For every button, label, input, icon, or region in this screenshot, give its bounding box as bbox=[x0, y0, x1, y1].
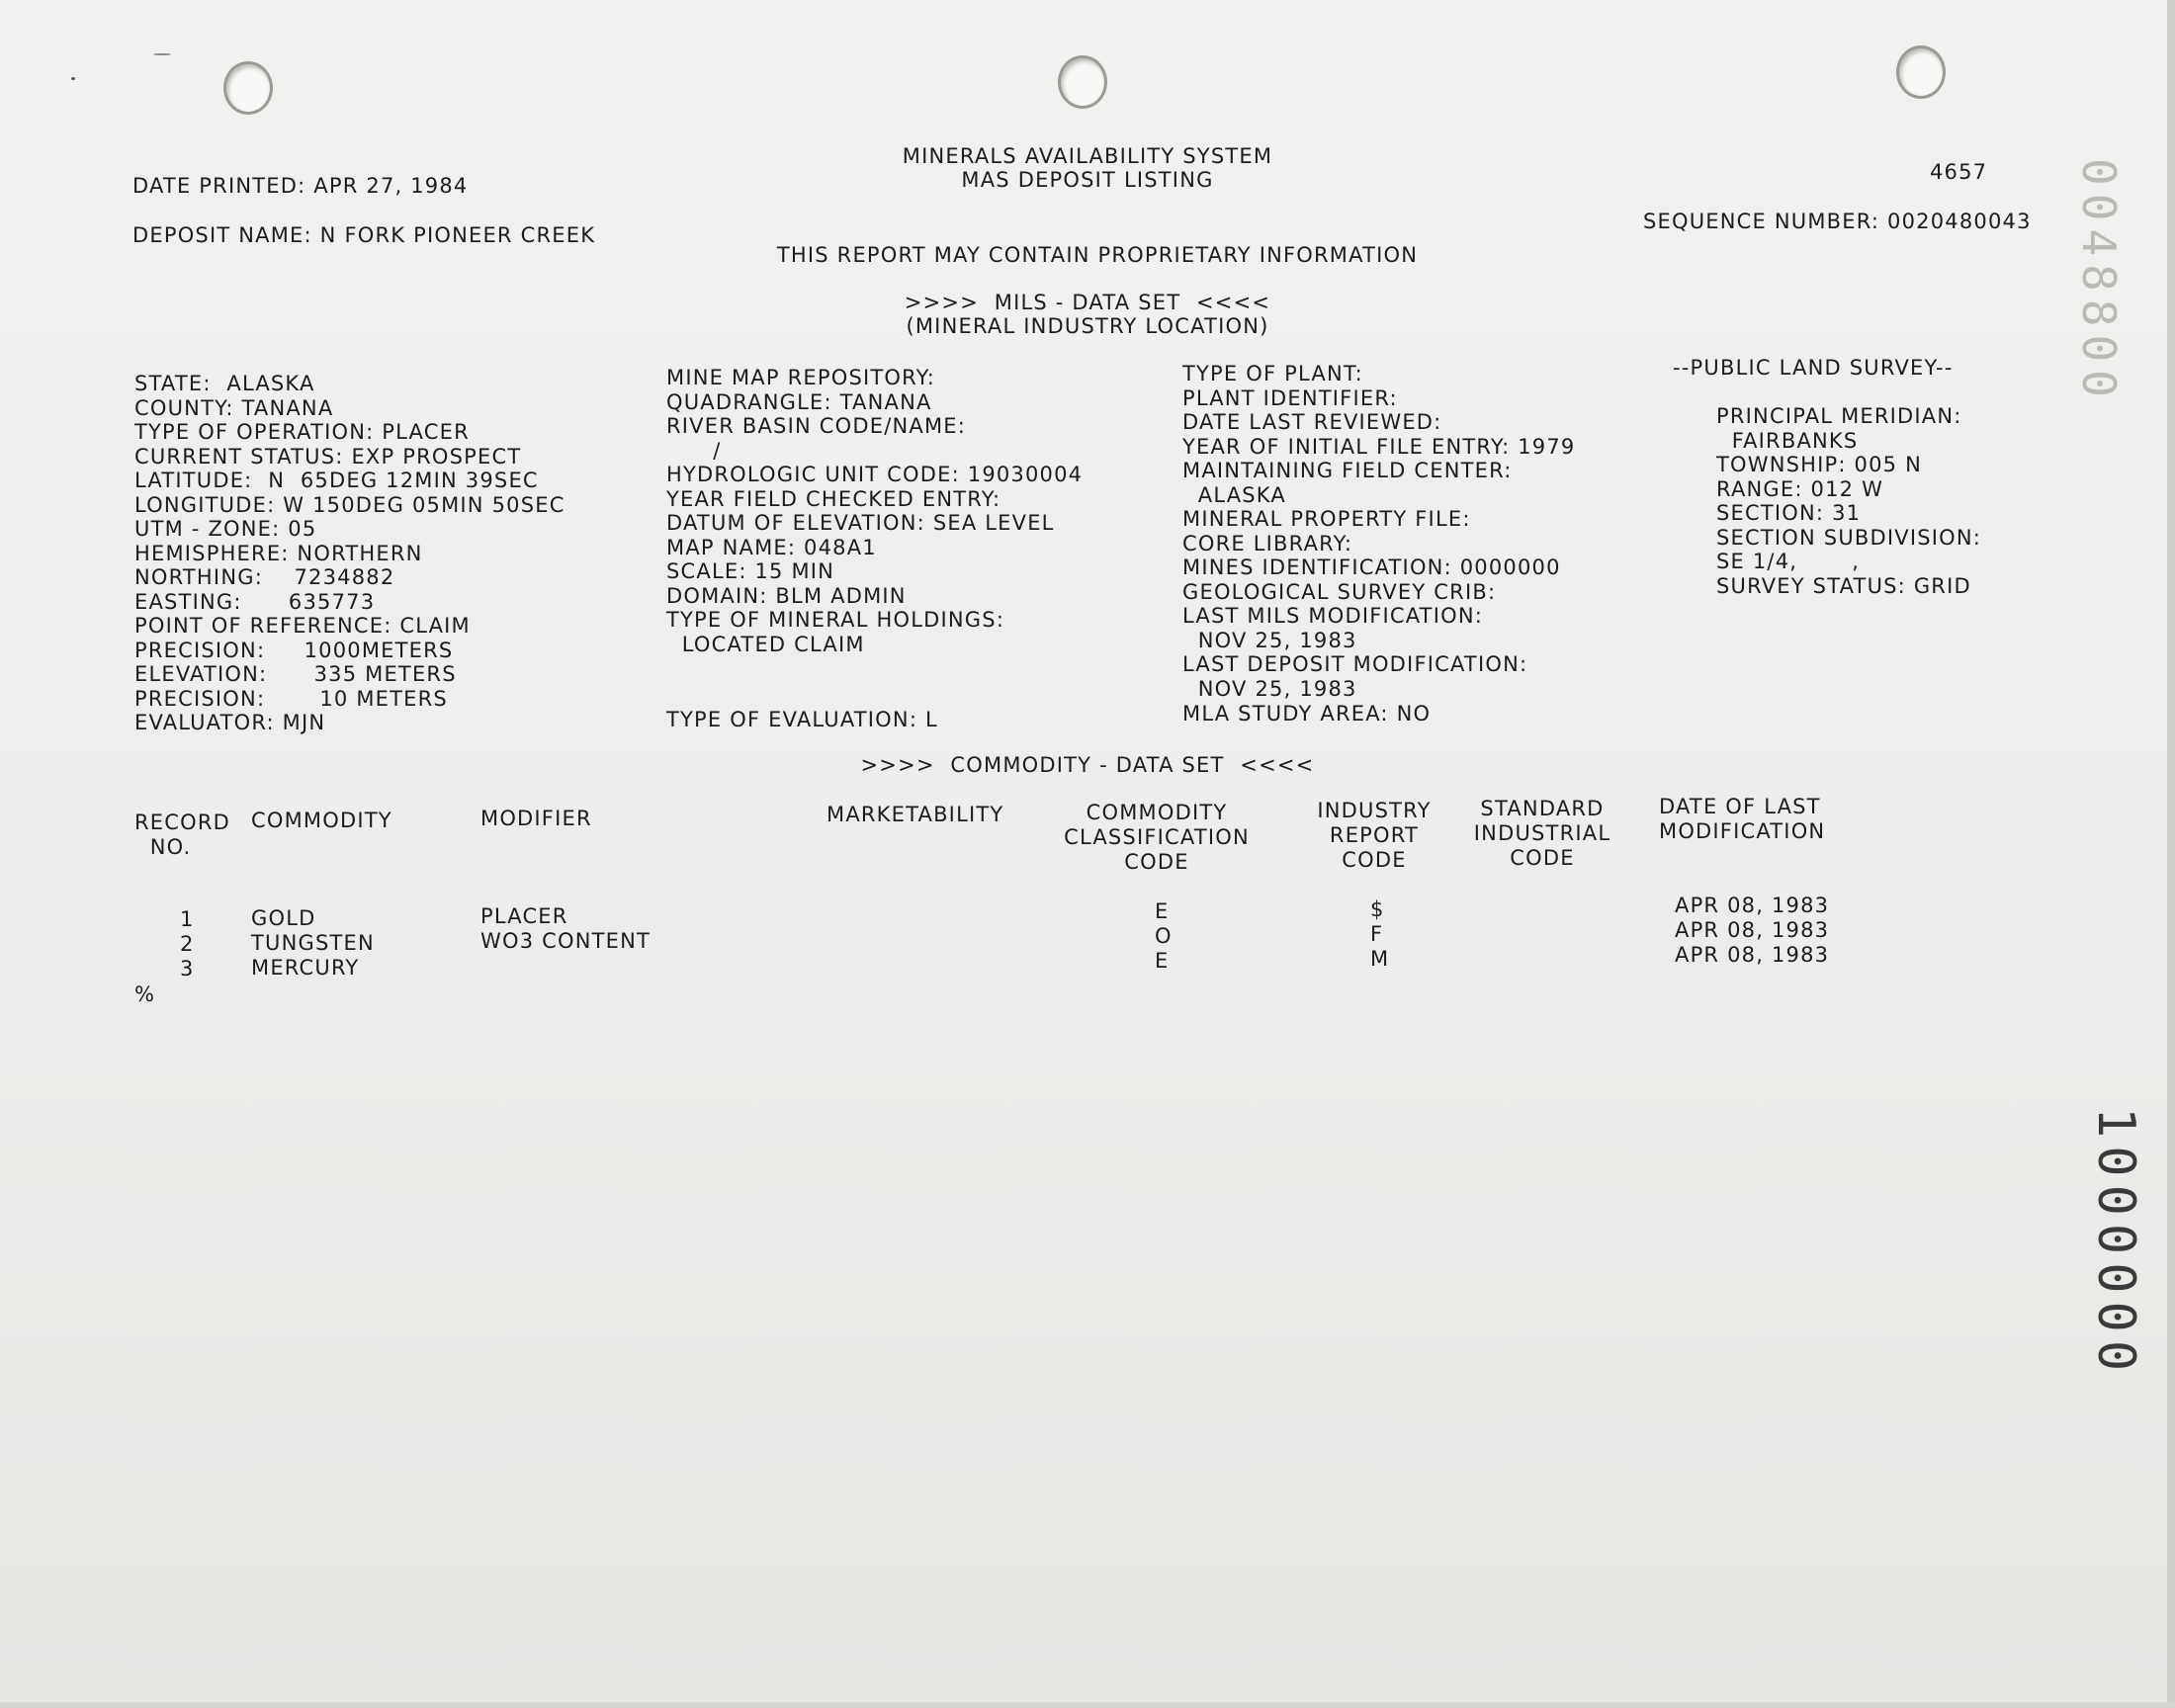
speck-mark bbox=[71, 77, 75, 80]
mineral-holdings-value: LOCATED CLAIM bbox=[666, 633, 865, 656]
mils-section-title: >>>> MILS - DATA SET <<<< bbox=[904, 291, 1271, 314]
microfilm-frame-number: 1000000 bbox=[2086, 1107, 2145, 1380]
commodity-header: COMMODITY bbox=[251, 809, 392, 832]
classification-cell: E bbox=[1155, 949, 1170, 973]
scale-field: SCALE: 15 MIN bbox=[666, 559, 835, 583]
domain-field: DOMAIN: BLM ADMIN bbox=[666, 584, 907, 608]
marketability-header: MARKETABILITY bbox=[826, 803, 1004, 826]
public-land-survey-title: --PUBLIC LAND SURVEY-- bbox=[1673, 356, 1954, 380]
industry-report-cell: M bbox=[1370, 947, 1390, 971]
section-field: SECTION: 31 bbox=[1716, 501, 1862, 525]
type-of-plant-field: TYPE OF PLANT: bbox=[1182, 362, 1363, 385]
mine-map-repository-field: MINE MAP REPOSITORY: bbox=[666, 366, 936, 389]
deposit-name: DEPOSIT NAME: N FORK PIONEER CREEK bbox=[132, 223, 596, 247]
range-field: RANGE: 012 W bbox=[1716, 477, 1884, 501]
section-subdivision-value: SE 1/4, , bbox=[1716, 550, 1861, 573]
standard-industrial-header: STANDARD INDUSTRIAL CODE bbox=[1473, 797, 1611, 870]
mils-section-subtitle: (MINERAL INDUSTRY LOCATION) bbox=[906, 314, 1269, 338]
county-field: COUNTY: TANANA bbox=[134, 396, 334, 420]
punch-hole-left bbox=[223, 61, 273, 115]
industry-report-cell: F bbox=[1370, 922, 1384, 946]
classification-header: COMMODITY CLASSIFICATION CODE bbox=[1064, 801, 1250, 874]
current-status-field: CURRENT STATUS: EXP PROSPECT bbox=[134, 445, 522, 469]
modifier-header: MODIFIER bbox=[480, 807, 592, 830]
page-bottom-shadow bbox=[0, 1702, 2175, 1708]
initial-file-entry-field: YEAR OF INITIAL FILE ENTRY: 1979 bbox=[1182, 435, 1576, 459]
operation-type-field: TYPE OF OPERATION: PLACER bbox=[134, 420, 470, 444]
record-no-header: RECORD NO. bbox=[134, 811, 231, 859]
hemisphere-field: HEMISPHERE: NORTHERN bbox=[134, 542, 423, 565]
state-field: STATE: ALASKA bbox=[134, 372, 315, 395]
speck-mark bbox=[153, 53, 171, 55]
datum-of-elevation-field: DATUM OF ELEVATION: SEA LEVEL bbox=[666, 511, 1055, 535]
field-center-value: ALASKA bbox=[1182, 483, 1286, 507]
river-basin-field: RIVER BASIN CODE/NAME: bbox=[666, 414, 967, 438]
commodity-cell: TUNGSTEN bbox=[251, 931, 375, 955]
plant-identifier-field: PLANT IDENTIFIER: bbox=[1182, 386, 1398, 410]
sequence-number: SEQUENCE NUMBER: 0020480043 bbox=[1643, 210, 2032, 233]
core-library-field: CORE LIBRARY: bbox=[1182, 532, 1353, 555]
northing-field: NORTHING: 7234882 bbox=[134, 565, 395, 589]
mineral-property-file-field: MINERAL PROPERTY FILE: bbox=[1182, 507, 1471, 531]
listing-title: MAS DEPOSIT LISTING bbox=[961, 168, 1214, 192]
punch-hole-center bbox=[1058, 55, 1107, 109]
end-of-listing-marker: % bbox=[134, 982, 156, 1006]
point-of-reference-field: POINT OF REFERENCE: CLAIM bbox=[134, 614, 471, 638]
mines-identification-field: MINES IDENTIFICATION: 0000000 bbox=[1182, 555, 1561, 579]
industry-report-cell: $ bbox=[1370, 897, 1385, 921]
record-no-cell: 3 bbox=[180, 957, 195, 981]
record-no-cell: 1 bbox=[180, 907, 195, 931]
modifier-cell: PLACER bbox=[480, 904, 568, 928]
proprietary-notice: THIS REPORT MAY CONTAIN PROPRIETARY INFORMATION bbox=[776, 243, 1419, 267]
latitude-field: LATITUDE: N 65DEG 12MIN 39SEC bbox=[134, 469, 539, 492]
modifier-cell: WO3 CONTENT bbox=[480, 929, 652, 953]
longitude-field: LONGITUDE: W 150DEG 05MIN 50SEC bbox=[134, 493, 566, 517]
year-field-checked-field: YEAR FIELD CHECKED ENTRY: bbox=[666, 487, 1001, 511]
record-no-cell: 2 bbox=[180, 932, 195, 956]
section-subdivision-field: SECTION SUBDIVISION: bbox=[1716, 526, 1982, 550]
punch-hole-right bbox=[1896, 45, 1946, 99]
hydrologic-unit-field: HYDROLOGIC UNIT CODE: 19030004 bbox=[666, 463, 1084, 486]
evaluator-field: EVALUATOR: MJN bbox=[134, 711, 326, 734]
easting-field: EASTING: 635773 bbox=[134, 590, 376, 614]
elevation-field: ELEVATION: 335 METERS bbox=[134, 662, 457, 686]
principal-meridian-field: PRINCIPAL MERIDIAN: bbox=[1716, 404, 1962, 428]
last-deposit-modification-field: LAST DEPOSIT MODIFICATION: bbox=[1182, 652, 1528, 676]
map-name-field: MAP NAME: 048A1 bbox=[666, 536, 877, 559]
commodity-cell: GOLD bbox=[251, 906, 316, 930]
river-basin-value: / bbox=[666, 439, 722, 463]
precision-field: PRECISION: 1000METERS bbox=[134, 639, 454, 662]
type-of-evaluation-field: TYPE OF EVALUATION: L bbox=[666, 708, 938, 731]
classification-cell: E bbox=[1155, 899, 1170, 923]
date-last-modification-header: DATE OF LAST MODIFICATION bbox=[1659, 795, 1826, 843]
last-mils-modification-value: NOV 25, 1983 bbox=[1182, 629, 1357, 652]
utm-zone-field: UTM - ZONE: 05 bbox=[134, 517, 317, 541]
geological-survey-crib-field: GEOLOGICAL SURVEY CRIB: bbox=[1182, 580, 1497, 604]
page-number: 4657 bbox=[1930, 160, 1988, 184]
last-mils-modification-field: LAST MILS MODIFICATION: bbox=[1182, 604, 1484, 628]
commodity-section-title: >>>> COMMODITY - DATA SET <<<< bbox=[860, 753, 1315, 777]
township-field: TOWNSHIP: 005 N bbox=[1716, 453, 1923, 476]
system-title: MINERALS AVAILABILITY SYSTEM bbox=[902, 144, 1273, 168]
elevation-precision-field: PRECISION: 10 METERS bbox=[134, 687, 448, 711]
field-center-field: MAINTAINING FIELD CENTER: bbox=[1182, 459, 1513, 482]
page-edge-shadow bbox=[2167, 0, 2175, 1708]
mla-study-area-field: MLA STUDY AREA: NO bbox=[1182, 702, 1432, 726]
date-printed: DATE PRINTED: APR 27, 1984 bbox=[132, 174, 469, 198]
mineral-holdings-field: TYPE OF MINERAL HOLDINGS: bbox=[666, 608, 1005, 632]
survey-status-field: SURVEY STATUS: GRID bbox=[1716, 574, 1971, 598]
date-last-reviewed-field: DATE LAST REVIEWED: bbox=[1182, 410, 1442, 434]
faint-frame-number: 0048800 bbox=[2072, 158, 2126, 405]
date-modified-cell: APR 08, 1983 bbox=[1675, 894, 1830, 917]
date-modified-cell: APR 08, 1983 bbox=[1675, 943, 1830, 967]
last-deposit-modification-value: NOV 25, 1983 bbox=[1182, 677, 1357, 701]
date-modified-cell: APR 08, 1983 bbox=[1675, 918, 1830, 942]
principal-meridian-value: FAIRBANKS bbox=[1716, 429, 1859, 453]
quadrangle-field: QUADRANGLE: TANANA bbox=[666, 390, 932, 414]
industry-report-header: INDUSTRY REPORT CODE bbox=[1317, 799, 1432, 872]
classification-cell: O bbox=[1155, 924, 1173, 948]
commodity-cell: MERCURY bbox=[251, 956, 360, 980]
